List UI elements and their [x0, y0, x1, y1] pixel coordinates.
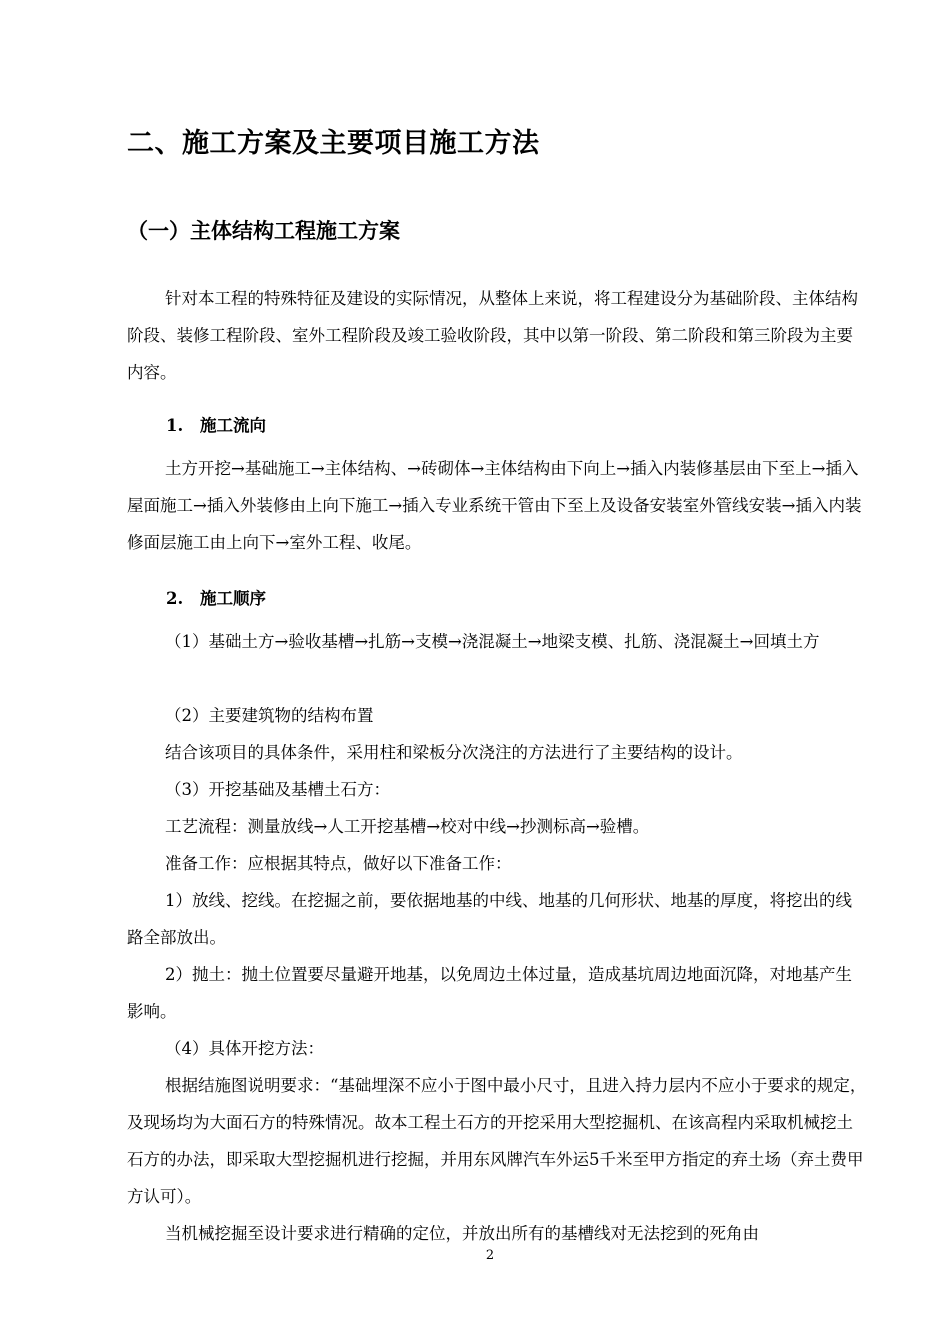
prep-step-2: 2）抛土：抛土位置要尽量避开地基，以免周边土体过量，造成基坑周边地面沉降，对地基产生影响。 — [127, 965, 852, 1021]
chapter-heading: 二、施工方案及主要项目施工方法 — [127, 128, 540, 159]
subheading-title: 施工顺序 — [200, 589, 266, 608]
flow-paragraph: 土方开挖→基础施工→主体结构、→砖砌体→主体结构由下向上→插入内装修基层由下至上→插入屋面施工→插入外装修由上向下施工→插入专业系统干管由下至上及设备安装室外管线安装→插入内装修面层施工由上向下→室外工程、收尾。 — [127, 459, 862, 552]
section-heading: （一）主体结构工程施工方案 — [127, 219, 400, 243]
process-line: 工艺流程：测量放线→人工开挖基槽→校对中线→抄测标高→验槽。 — [165, 817, 650, 836]
prep-line: 准备工作：应根据其特点，做好以下准备工作： — [165, 854, 512, 873]
order-item-3: （3）开挖基础及基槽土石方： — [165, 780, 390, 799]
subheading-order — [166, 586, 266, 612]
intro-paragraph: 针对本工程的特殊特征及建设的实际情况，从整体上来说，将工程建设分为基础阶段、主体结构阶段、装修工程阶段、室外工程阶段及竣工验收阶段，其中以第一阶段、第二阶段和第三阶段为主要内容。 — [127, 289, 858, 382]
prep-step-1: 1）放线、挖线。在挖掘之前，要依据地基的中线、地基的几何形状、地基的厚度，将挖出的线路全部放出。 — [127, 891, 852, 947]
order-item-2-text: 结合该项目的具体条件，采用柱和梁板分次浇注的方法进行了主要结构的设计。 — [165, 743, 743, 762]
page-number: 2 — [485, 1248, 495, 1263]
order-item-1: （1）基础土方→验收基槽→扎筋→支模→浇混凝土→地梁支模、扎筋、浇混凝土→回填土方 — [165, 632, 820, 651]
order-item-4: （4）具体开挖方法： — [165, 1039, 324, 1058]
subheading-flow — [166, 413, 266, 439]
order-item-2: （2）主要建筑物的结构布置 — [165, 706, 374, 725]
subheading-number: 2. — [166, 589, 184, 608]
continued-line: 当机械挖掘至设计要求进行精确的定位，并放出所有的基槽线对无法挖到的死角由 — [165, 1224, 759, 1243]
method-paragraph: 根据结施图说明要求：“基础埋深不应小于图中最小尺寸，且进入持力层内不应小于要求的规定，及现场均为大面石方的特殊情况。故本工程土石方的开挖采用大型挖掘机、在该高程内采取机械挖土石方的办法，即采取大型挖掘机进行挖掘，并用东风牌汽车外运5千米至甲方指定的弃土场（弃土费甲方认可）。 — [127, 1076, 867, 1206]
subheading-title: 施工流向 — [200, 416, 266, 435]
subheading-number: 1. — [166, 416, 184, 435]
